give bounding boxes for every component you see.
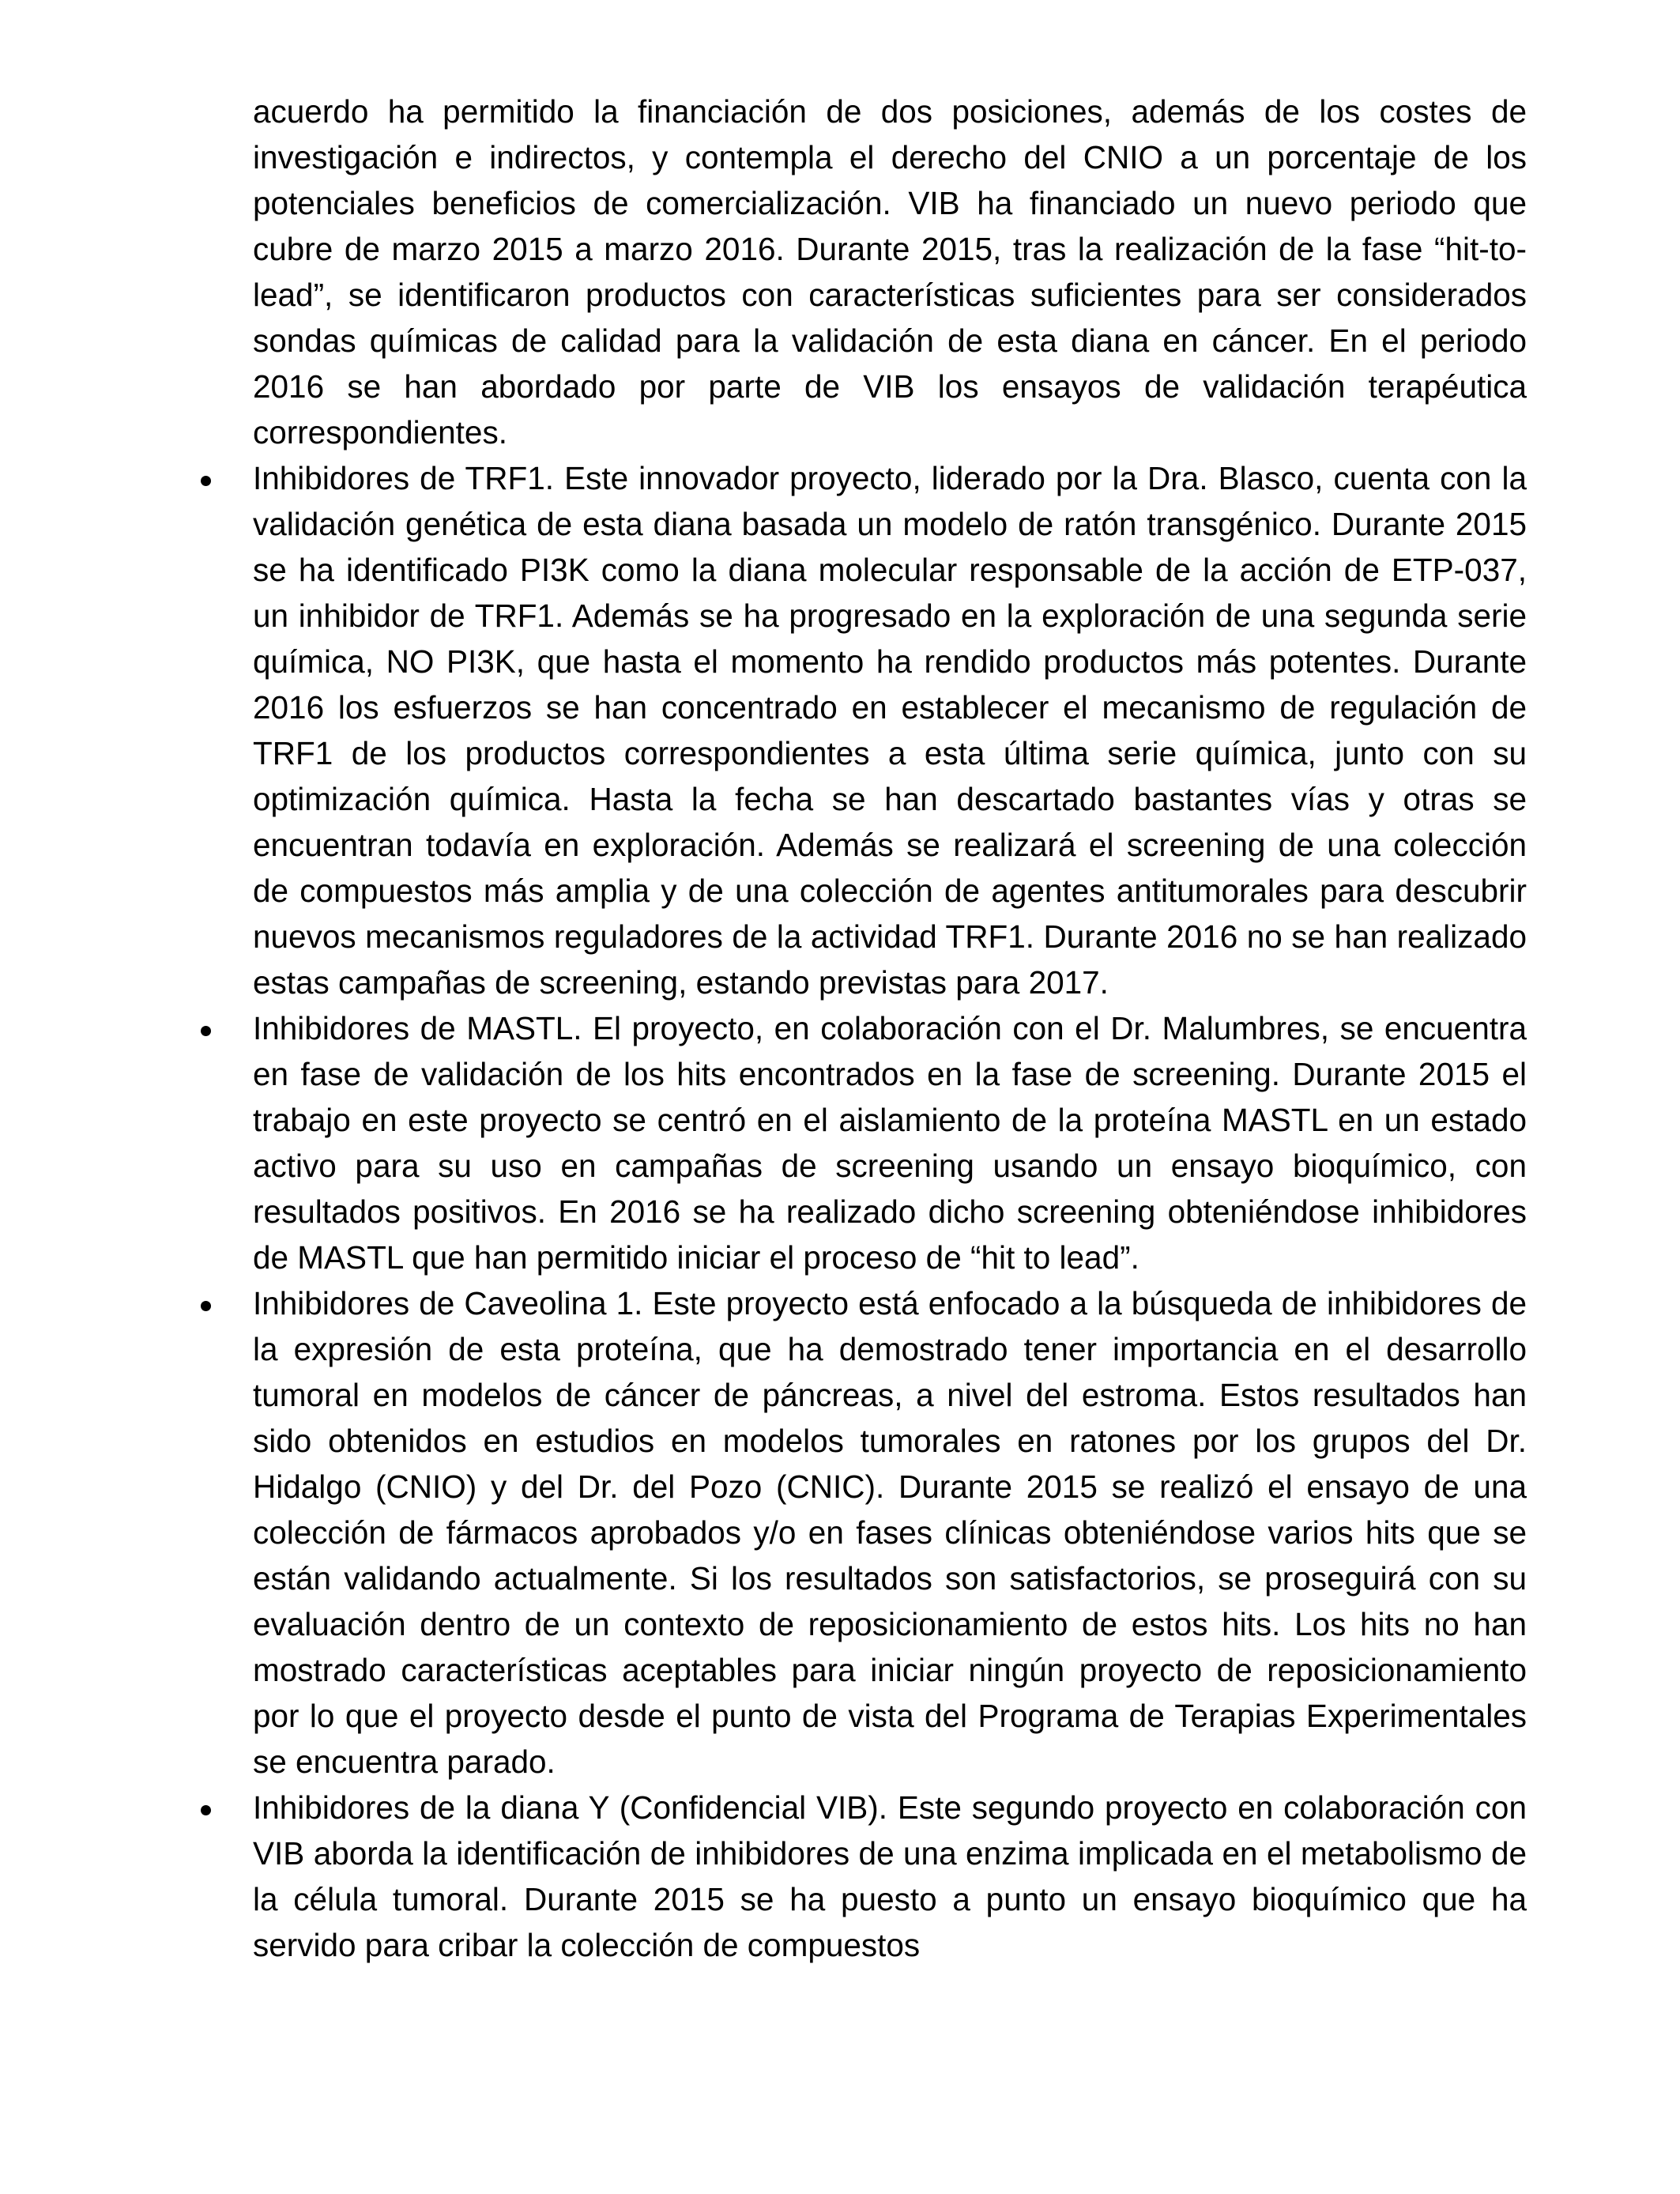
bullet-icon (201, 1301, 211, 1311)
document-body (253, 89, 1527, 1968)
bullet-text: Inhibidores de TRF1. Este innovador proyecto, liderado por la Dra. Blasco, cuenta con la validación genética de esta diana basada un modelo de ratón transgénico. Durante 2015 se ha identificado PI3K como la diana molecular responsable de la acción de ETP-037, un inhibidor de TRF1. Además se ha progresado en la exploración de una segunda serie química, NO PI3K, que hasta el momento ha rendido productos más potentes. Durante 2016 los esfuerzos se han concentrado en establecer el mecanismo de regulación de TRF1 de los productos correspondientes a esta última serie química, junto con su optimización química. Hasta la fecha se han descartado bastantes vías y otras se encuentran todavía en exploración. Además se realizará el screening de una colección de compuestos más amplia y de una colección de agentes antitumorales para descubrir nuevos mecanismos reguladores de la actividad TRF1. Durante 2016 no se han realizado estas campañas de screening, estando previstas para 2017. (253, 460, 1527, 1001)
bullet-text: Inhibidores de MASTL. El proyecto, en colaboración con el Dr. Malumbres, se encuentra en fase de validación de los hits encontrados en la fase de screening. Durante 2015 el trabajo en este proyecto se centró en el aislamiento de la proteína MASTL en un estado activo para su uso en campañas de screening usando un ensayo bioquímico, con resultados positivos. En 2016 se ha realizado dicho screening obteniéndose inhibidores de MASTL que han permitido iniciar el proceso de “hit to lead”. (253, 1010, 1527, 1276)
continuation-paragraph: acuerdo ha permitido la financiación de dos posiciones, además de los costes de investigación e indirectos, y contempla el derecho del CNIO a un porcentaje de los potenciales beneficios de comercialización. VIB ha financiado un nuevo periodo que cubre de marzo 2015 a marzo 2016. Durante 2015, tras la realización de la fase “hit-to-lead”, se identificaron productos con características suficientes para ser considerados sondas químicas de calidad para la validación de esta diana en cáncer. En el periodo 2016 se han abordado por parte de VIB los ensayos de validación terapéutica correspondientes. (253, 93, 1527, 450)
bullet-item-trf1 (253, 455, 1527, 1005)
bullet-item-mastl (253, 1005, 1527, 1280)
bullet-icon (201, 1026, 211, 1036)
bullet-icon (201, 1805, 211, 1815)
bullet-text: Inhibidores de la diana Y (Confidencial VIB). Este segundo proyecto en colaboración con VIB aborda la identificación de inhibidores de una enzima implicada en el metabolismo de la célula tumoral. Durante 2015 se ha puesto a punto un ensayo bioquímico que ha servido para cribar la colección de compuestos (253, 1789, 1527, 1963)
bullet-item-diana-y (253, 1785, 1527, 1968)
bullet-item-caveolina (253, 1280, 1527, 1785)
bullet-text: Inhibidores de Caveolina 1. Este proyecto está enfocado a la búsqueda de inhibidores de la expresión de esta proteína, que ha demostrado tener importancia en el desarrollo tumoral en modelos de cáncer de páncreas, a nivel del estroma. Estos resultados han sido obtenidos en estudios en modelos tumorales en ratones por los grupos del Dr. Hidalgo (CNIO) y del Dr. del Pozo (CNIC). Durante 2015 se realizó el ensayo de una colección de fármacos aprobados y/o en fases clínicas obteniéndose varios hits que se están validando actualmente. Si los resultados son satisfactorios, se proseguirá con su evaluación dentro de un contexto de reposicionamiento de estos hits. Los hits no han mostrado características aceptables para iniciar ningún proyecto de reposicionamiento por lo que el proyecto desde el punto de vista del Programa de Terapias Experimentales se encuentra parado. (253, 1285, 1527, 1780)
project-bullet-list (253, 455, 1527, 1968)
bullet-icon (201, 476, 211, 486)
